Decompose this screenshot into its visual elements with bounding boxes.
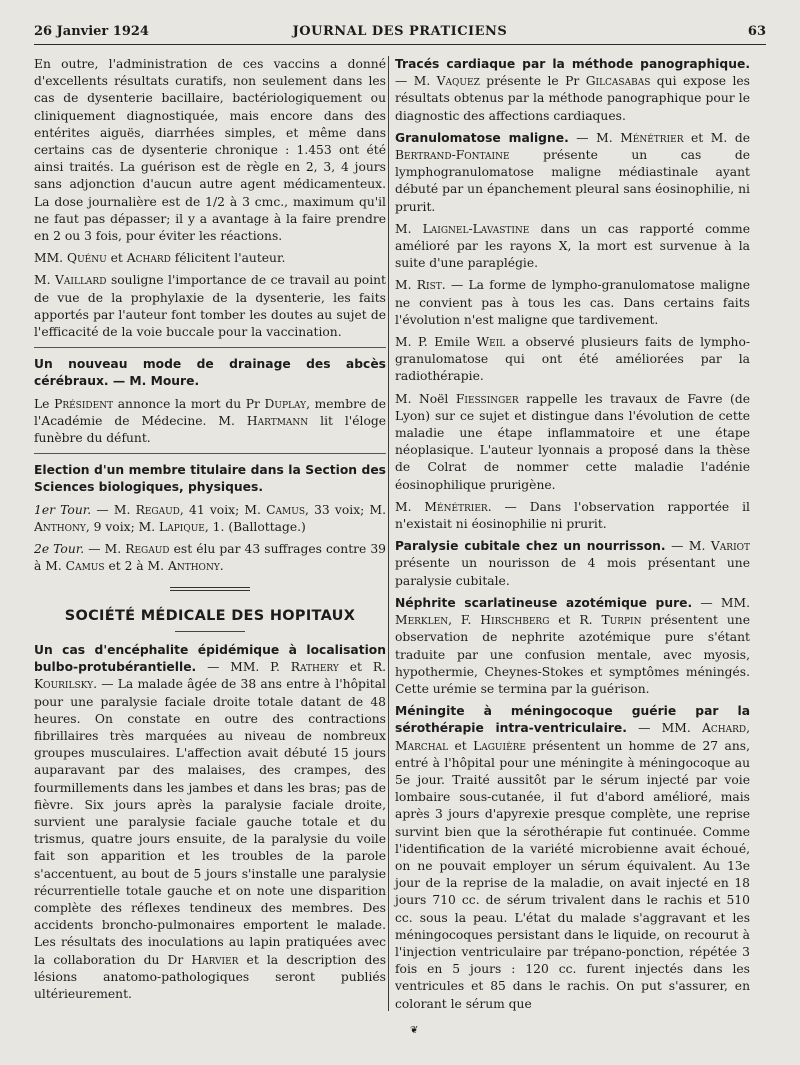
paragraph: Le Président annonce la mort du Pr Duplay, membre de l'Académie de Médecine. M. Hartmann lit l'éloge funèbre du défunt. — [34, 396, 386, 446]
subheading: Un nouveau mode de drainage des abcès cérébraux. — M. Moure. — [34, 357, 386, 389]
paragraph: Un cas d'encéphalite épidémique à localisation bulbo-protubérantielle. — MM. P. Rathery et R. Kourilsky. — La malade âgée de 38 ans entre à l'hôpital pour une paralysie faciale droite totale datant de 48 heures. On constate en outre des contractions fibrillaires très marquées au niveau de nombreux groupes musculaires. L'affection avait débuté 15 jours auparavant par des malaises, des crampes, des fourmillements dans les jambes et dans les bras; pas de fièvre. Six jours après la paralysie faciale droite, survient une paralysie faciale gauche totale et du trismus, quatre jours ensuite, de la paralysie du voile fait son apparition et les troubles de la parole s'accentuent, au bout de 5 jours s'installe une paralysie récurrentielle totale gauche et on note une disparition complète des réflexes tendineux des membres. Des accidents broncho-pulmonaires emportent le malade. Les résultats des inoculations au lapin pratiquées avec la collaboration du Dr Harvier et la description des lésions anatomo-pathologiques seront publiés ultérieurement. — [34, 642, 386, 1001]
paragraph: Granulomatose maligne. — M. Ménétrier et M. de Bertrand-Fontaine présente un cas de lymphogranulomatose maligne médiastinale ayant débuté par un épanchement pleural sans éosinophilie, ni prurit. — [395, 130, 750, 214]
page-ornament-mark: ❦ — [410, 1025, 419, 1036]
paragraph: 1er Tour. — M. Regaud, 41 voix; M. Camus, 33 voix; M. Anthony, 9 voix; M. Lapique, 1. (Ballottage.) — [34, 502, 386, 534]
left-column — [34, 56, 386, 1008]
paragraph: M. P. Emile Weil a observé plusieurs faits de lympho-granulomatose qui ont été améliorées par la radiothérapie. — [395, 335, 750, 384]
page-number: 63 — [747, 24, 766, 39]
paragraph: M. Ménétrier. — Dans l'observation rapportée il n'existait ni éosinophilie ni prurit. — [395, 499, 750, 532]
divider — [175, 631, 245, 632]
paragraph: Paralysie cubitale chez un nourrisson. — M. Variot présente un nourisson de 4 mois présentant une paralysie cubitale. — [395, 539, 750, 588]
issue-date: 26 Janvier 1924 — [34, 24, 149, 39]
right-column — [395, 56, 750, 1018]
section-title: SOCIÉTÉ MÉDICALE DES HOPITAUX — [64, 607, 356, 624]
subheading: Election d'un membre titulaire dans la Section des Sciences biologiques, physiques. — [34, 463, 386, 495]
ornament-divider — [34, 580, 386, 597]
journal-title: JOURNAL DES PRATICIENS — [292, 24, 508, 39]
page-header — [34, 22, 766, 45]
paragraph: Tracés cardiaque par la méthode panographique. — M. Vaquez présente le Pr Gilcasabas qui expose les résultats obtenus par la méthode panographique pour le diagnostic des affections cardiaques. — [395, 57, 750, 123]
paragraph: 2e Tour. — M. Regaud est élu par 43 suffrages contre 39 à M. Camus et 2 à M. Anthony. — [34, 542, 387, 574]
paragraph: M. Laignel-Lavastine dans un cas rapporté comme amélioré par les rayons X, la mort est survenue à la suite d'une paraplégie. — [395, 221, 750, 271]
divider — [34, 453, 386, 454]
paragraph: M. Rist. — La forme de lympho-granulomatose maligne ne convient pas à tous les cas. Dans certains faits l'évolution n'est maligne que tardivement. — [395, 278, 750, 327]
paragraph: MM. Quénu et Achard félicitent l'auteur. — [34, 251, 286, 266]
paragraph: M. Noël Fiessinger rappelle les travaux de Favre (de Lyon) sur ce sujet et distingue dans l'évolution de cette maladie une étape inflammatoire et une étape néoplasique. L'auteur lyonnais a proposé dans la thèse de Colrat de nommer cette maladie l'adénie éosinophilique prurigène. — [395, 391, 750, 492]
paragraph: Méningite à méningocoque guérie par la sérothérapie intra-ventriculaire. — MM. Achard, Marchal et Laguière présentent un homme de 27 ans, entré à l'hôpital pour une méningite à méningocoque au 5e jour. Traité aussitôt par le sérum injecté par voie lombaire sous-cutanée, il fut d'abord amélioré, mais après 3 jours d'apyrexie presque complète, une reprise survint bien que la sérothérapie fut continuée. Comme l'identification de la variété microbienne avait échoué, on ne pouvait employer un sérum équivalent. Au 13e jour de la reprise de la maladie, on avait injecté en 18 jours 710 cc. de sérum trivalent dans le rachis et 510 cc. sous la peau. L'état du malade s'aggravant et les méningocoques persistant dans le liquide, on recourut à l'injection ventriculaire par trépano-ponction, répétée 3 fois en 5 jours : 120 cc. furent injectés dans les ventricules et 85 dans le rachis. On put s'assurer, en colorant le sérum que — [395, 704, 750, 1011]
column-divider — [388, 56, 389, 1011]
divider — [34, 347, 386, 348]
paragraph: Néphrite scarlatineuse azotémique pure. — MM. Merklen, F. Hirschberg et R. Turpin présentent une observation de nephrite azotémique pure s'étant traduite par une confusion mentale, avec myosis, hypothermie, Cheynes-Stokes et symptômes méningés. Cette urémie se termina par la guérison. — [395, 595, 750, 696]
paragraph: M. Vaillard souligne l'importance de ce travail au point de vue de la prophylaxie de la dysenterie, les faits apportés par l'auteur font tomber les doutes au sujet de l'efficacité de la voie buccale pour la vaccination. — [34, 273, 386, 340]
paragraph: En outre, l'administration de ces vaccins a donné d'excellents résultats curatifs, non seulement dans les cas de dysenterie bacillaire, bactériologiquement ou cliniquement diagnostiquée, mais encore dans des entérites aiguës, diarrhées simples, et même dans certains cas de dysenterie chronique : 1.453 ont été ainsi traités. La guérison est de règle en 2, 3, 4 jours sans adjonction d'aucun autre agent médicamenteux. La dose journalière est de 1/2 à 3 cmc., maximum qu'il ne faut pas dépasser; il y a avantage à la faire prendre en 2 ou 3 fois, pour éviter les réactions. — [34, 57, 386, 244]
